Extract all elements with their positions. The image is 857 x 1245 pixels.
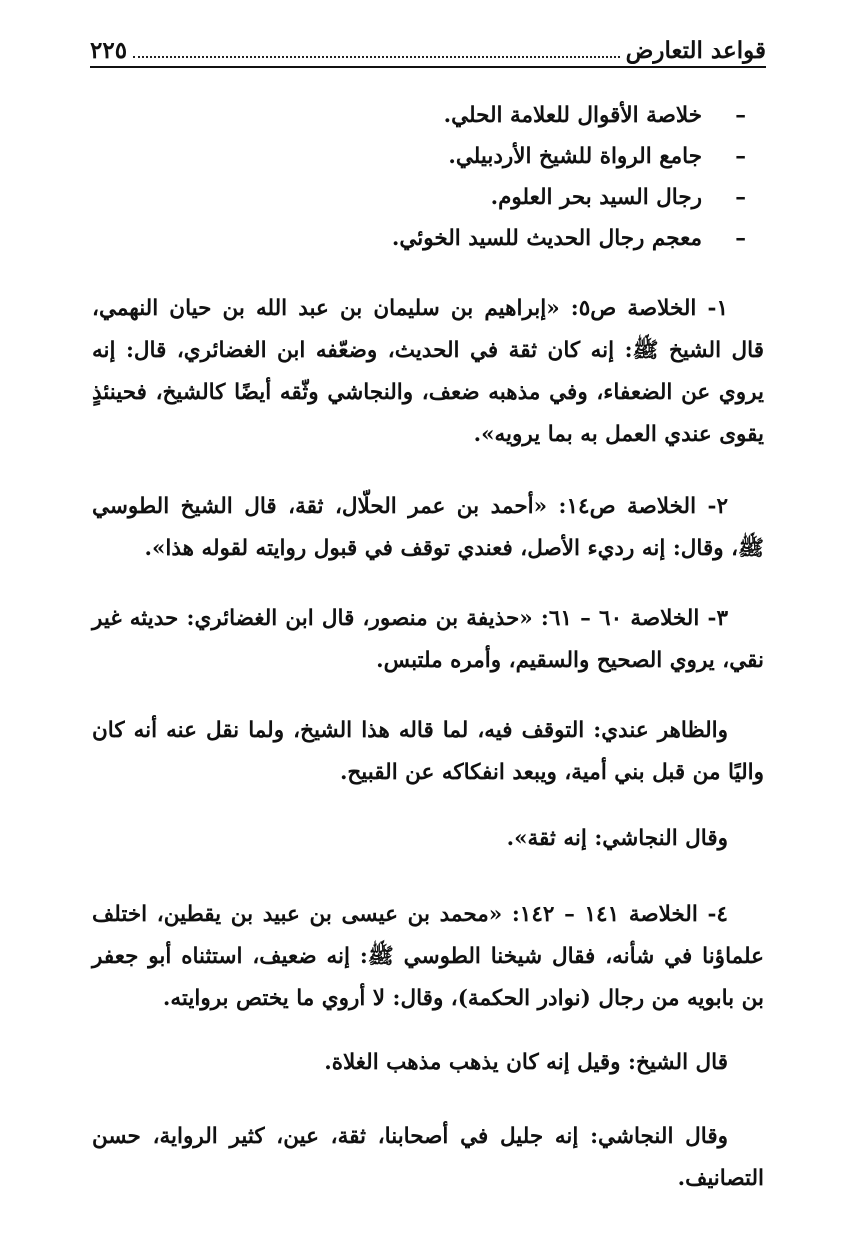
list-item <box>92 136 764 177</box>
list-dash: – <box>735 185 746 210</box>
paragraph-entry-2: ٢- الخلاصة ص١٤: «أحمد بن عمر الحلّال، ثقة، قال الشيخ الطوسي ﷺ، وقال: إنه رديء الأصل، فعندي توقف في قبول روايته لقوله هذا». <box>92 494 764 561</box>
paragraph-shaykh-quote: قال الشيخ: وقيل إنه كان يذهب مذهب الغلاة. <box>324 1050 728 1075</box>
page-number: ٢٢٥ <box>90 37 128 64</box>
paragraph-entry-3: ٣- الخلاصة ٦٠ – ٦١: «حذيفة بن منصور، قال ابن الغضائري: حديثه غير نقي، يروي الصحيح والسقيم، وأمره ملتبس. <box>92 606 764 673</box>
header-dotted-leader <box>133 55 620 58</box>
list-dash: – <box>735 103 746 128</box>
sources-list <box>92 95 764 259</box>
paragraph-entry-1: ١- الخلاصة ص٥: «إبراهيم بن سليمان بن عبد الله بن حيان النهمي، قال الشيخ ﷺ: إنه كان ثقة في الحديث، وضعّفه ابن الغضائري، قال: إنه يروي عن الضعفاء، وفي مذهبه ضعف، والنجاشي وثّقه أيضًا كالشيخ، فحينئذٍ يقوى عندي العمل به بما يرويه». <box>92 296 764 447</box>
list-item-text: معجم رجال الحديث للسيد الخوئي. <box>391 226 702 251</box>
paragraph-commentary: والظاهر عندي: التوقف فيه، لما قاله هذا الشيخ، ولما نقل عنه أنه كان واليًا من قبل بني أمية، ويبعد انفكاكه عن القبيح. <box>92 718 764 785</box>
list-item <box>92 177 764 218</box>
list-dash: – <box>735 226 746 251</box>
list-item-text: جامع الرواة للشيخ الأردبيلي. <box>448 144 702 169</box>
list-dash: – <box>735 144 746 169</box>
running-header <box>90 30 766 68</box>
paragraph-entry-4: ٤- الخلاصة ١٤١ – ١٤٢: «محمد بن عيسى بن عبيد بن يقطين، اختلف علماؤنا في شأنه، فقال شيخنا الطوسي ﷺ: إنه ضعيف، استثناه أبو جعفر بن بابويه من رجال (نوادر الحكمة)، وقال: لا أروي ما يختص بروايته. <box>92 902 764 1011</box>
paragraph-najashi-quote: وقال النجاشي: إنه ثقة». <box>506 826 728 851</box>
paragraph-najashi-praise: وقال النجاشي: إنه جليل في أصحابنا، ثقة، عين، كثير الرواية، حسن التصانيف. <box>92 1124 764 1191</box>
list-item <box>92 95 764 136</box>
list-item-text: رجال السيد بحر العلوم. <box>490 185 702 210</box>
running-title: قواعد التعارض <box>625 37 766 64</box>
list-item <box>92 218 764 259</box>
list-item-text: خلاصة الأقوال للعلامة الحلي. <box>443 103 702 128</box>
